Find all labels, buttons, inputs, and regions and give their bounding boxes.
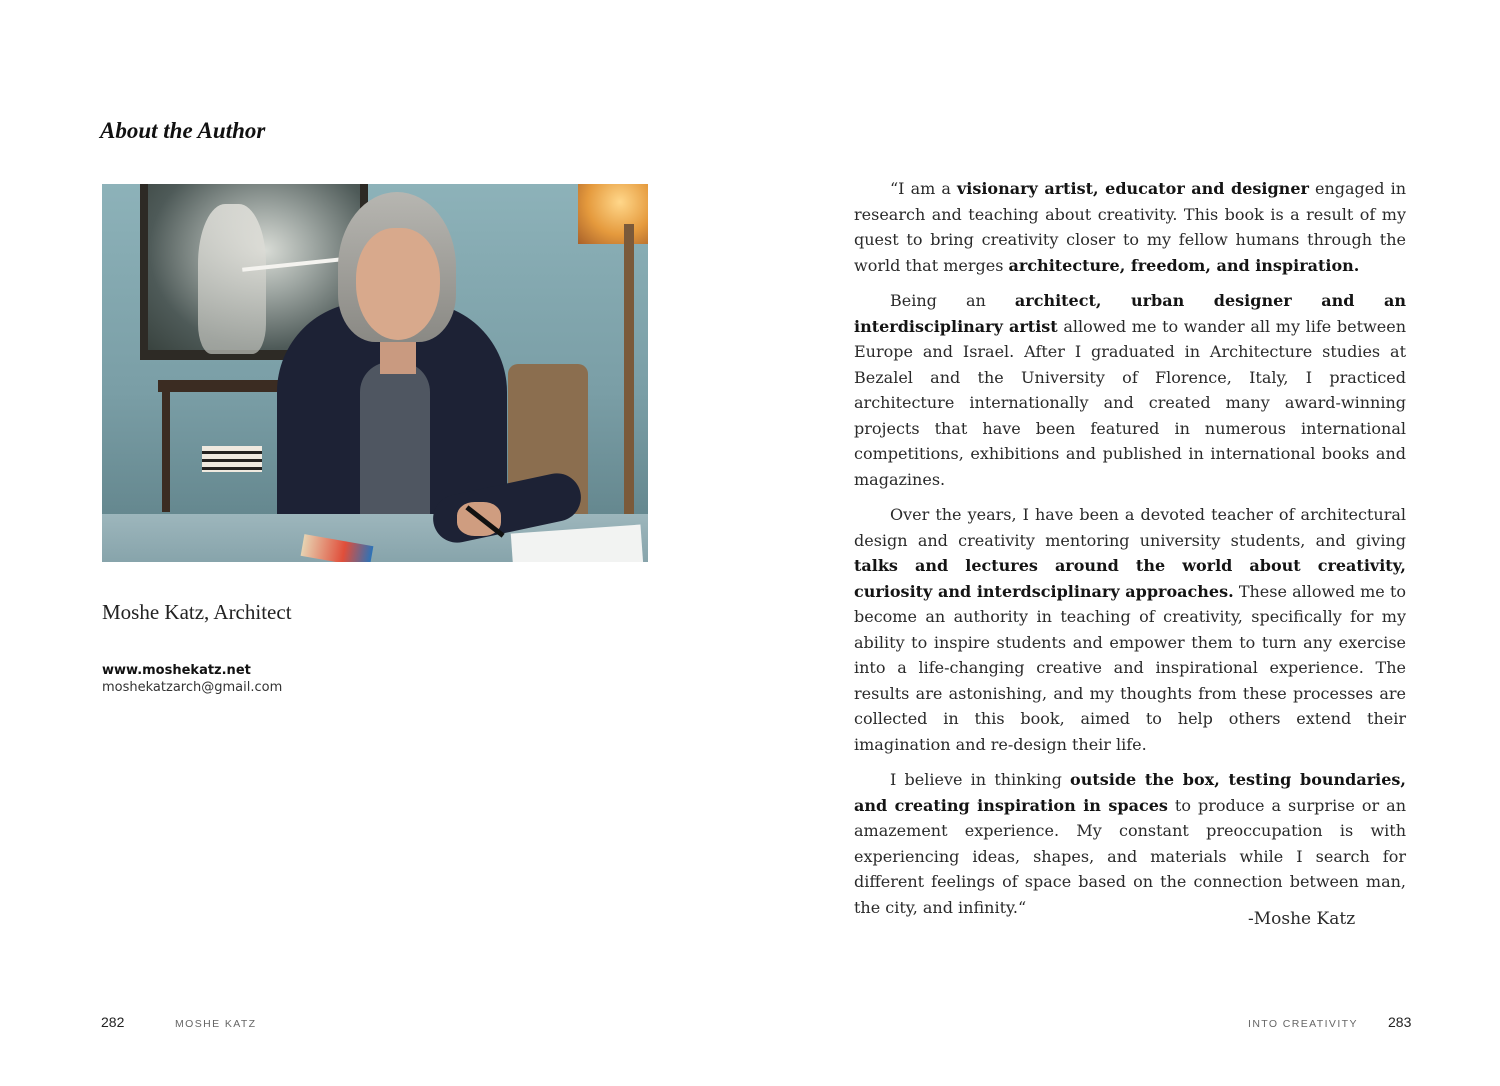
bio-emphasis: architecture, freedom, and inspiration.	[1008, 255, 1360, 275]
bio-text-run: I believe in thinking	[890, 770, 1071, 789]
bio-emphasis: architect, urban designer and an interdisciplinary artist	[854, 291, 1407, 336]
author-caption: Moshe Katz, Architect	[102, 600, 292, 624]
page-number-right: 283	[1388, 1014, 1412, 1030]
bio-emphasis: outside the box, testing boundaries, and creating inspiration in spaces	[854, 770, 1406, 815]
website-link[interactable]: www.moshekatz.net	[102, 663, 251, 678]
photo-shirt	[360, 362, 430, 522]
bio-paragraph	[854, 288, 1406, 492]
running-head-left: MOSHE KATZ	[175, 1018, 257, 1030]
page-number-left: 282	[101, 1014, 125, 1030]
bio-paragraph	[854, 767, 1406, 920]
signature: -Moshe Katz	[1248, 909, 1356, 929]
photo-sideboard-leg	[162, 392, 170, 512]
right-page	[750, 0, 1500, 1086]
bio-paragraph	[854, 502, 1406, 757]
bio-emphasis: talks and lectures around the world about creativity, curiosity and interdsciplinary approaches.	[854, 556, 1406, 601]
bio-text-run: Being an	[890, 291, 1015, 310]
bio-text-run: to produce a surprise or an amazement experience. My constant preoccupation is with experiencing ideas, shapes, and materials while I search for different feelings of space based on the connection between man, the city, and infinity.“	[854, 795, 1407, 917]
bio-text-run: “I am a	[890, 179, 957, 198]
bio-text-run: These allowed me to become an authority in teaching of creativity, specifically for my ability to inspire students and empower them to turn any exercise into a life-changing creative and inspirational experience. The results are astonishing, and my thoughts from these processes are collected in this book, aimed to help others extend their imagination and re-design their life.	[854, 581, 1407, 754]
photo-books	[202, 446, 262, 472]
email-link[interactable]: moshekatzarch@gmail.com	[102, 680, 283, 695]
bio-text-run: engaged in research and teaching about creativity. This book is a result of my quest to bring creativity closer to my fellow humans through the world that merges	[854, 179, 1407, 275]
photo-face	[356, 228, 440, 340]
running-head-right: INTO CREATIVITY	[1248, 1018, 1358, 1030]
author-contact	[102, 662, 282, 696]
bio-paragraph	[854, 176, 1406, 278]
author-photo	[102, 184, 648, 562]
photo-painting-figure	[198, 204, 266, 354]
photo-lamp	[578, 184, 648, 244]
bio-emphasis: visionary artist, educator and designer	[956, 179, 1309, 198]
section-title: About the Author	[100, 118, 266, 143]
bio-text-run: allowed me to wander all my life between Europe and Israel. After I graduated in Architecture studies at Bezalel and the University of Florence, Italy, I practiced architecture internationally and created many award-winning projects that have been featured in numerous international competitions, exhibitions and published in international books and magazines.	[854, 316, 1407, 489]
author-bio-text	[854, 176, 1406, 930]
photo-sideboard	[158, 380, 278, 392]
photo-lamp-pole	[624, 224, 634, 562]
bio-text-run: Over the years, I have been a devoted teacher of architectural design and creativity mentoring university students, and giving	[854, 505, 1406, 550]
